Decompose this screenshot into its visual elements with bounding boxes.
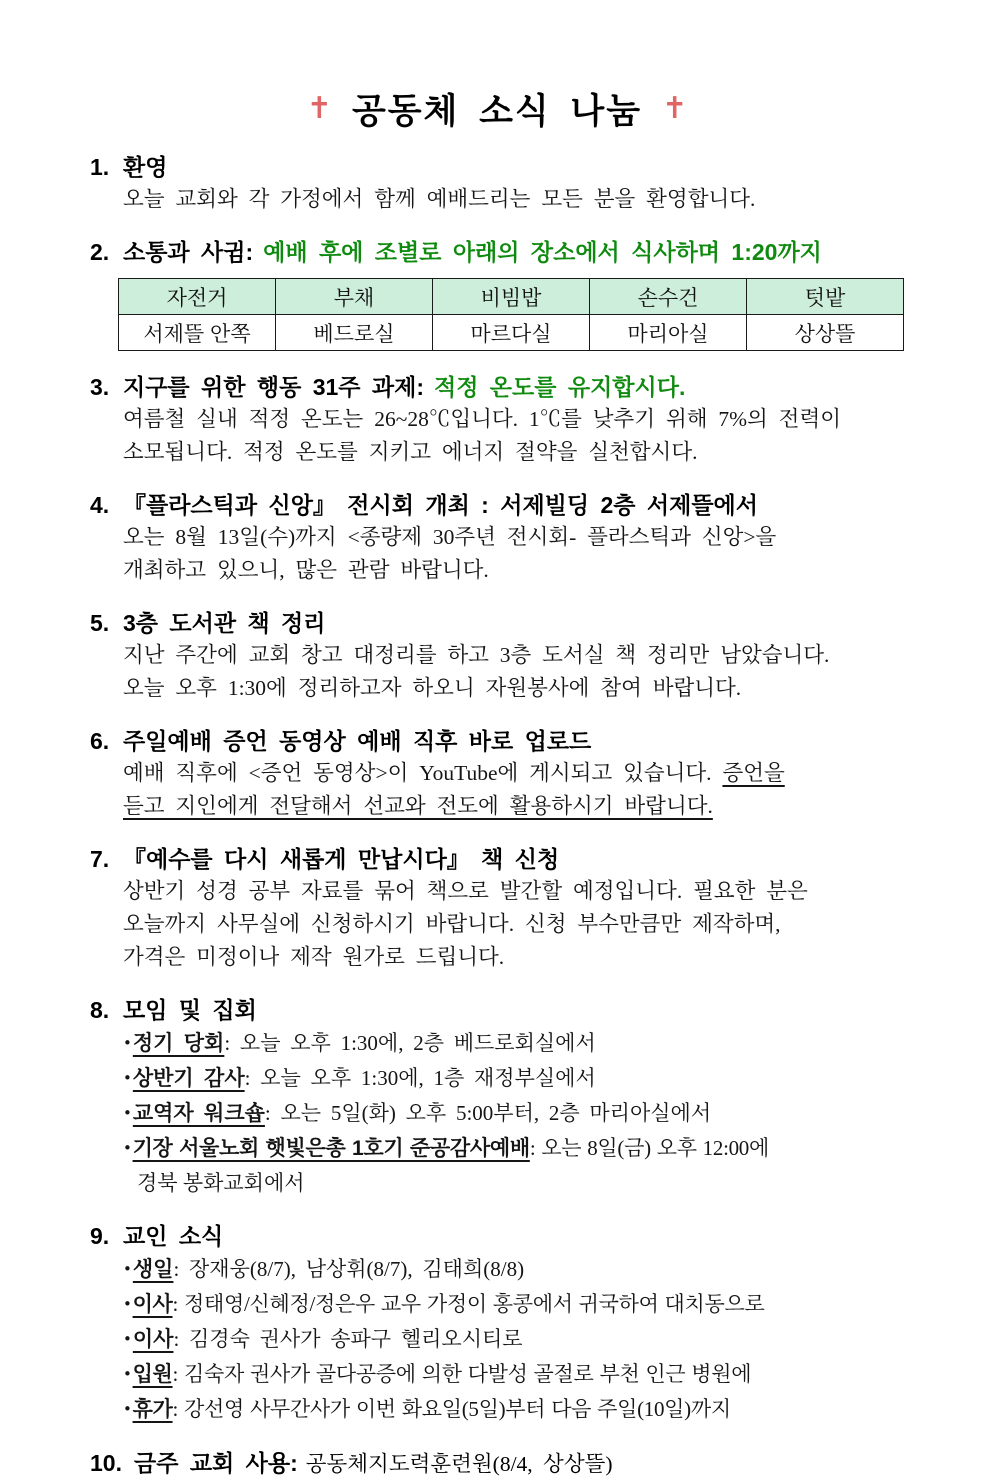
section-heading-highlight: 적정 온도를 유지합시다. [433, 374, 686, 400]
table-cell: 마리아실 [590, 315, 747, 351]
section-number: 9. [90, 1223, 110, 1249]
section-number: 3. [90, 374, 110, 400]
section-number: 7. [90, 846, 110, 872]
bullet-icon: • [123, 1400, 132, 1418]
section-heading: 교인 소식 [123, 1223, 224, 1249]
section-heading: 소통과 사귐: [123, 239, 254, 265]
cross-icon: ✝ [306, 91, 332, 126]
table-header-cell: 손수건 [590, 279, 747, 315]
table-header-cell: 자전거 [119, 279, 276, 315]
list-item: •정기 당회: 오늘 오후 1:30에, 2층 베드로회실에서 [123, 1031, 596, 1055]
table-row [119, 315, 904, 351]
section-testimony-video [90, 726, 904, 823]
list-item: •기장 서울노회 햇빛은총 1호기 준공감사예배: 오는 8일(금) 오후 12:00에 [123, 1136, 769, 1160]
section-welcome [90, 152, 904, 216]
page-title-text: 공동체 소식 나눔 [351, 92, 643, 131]
section-heading: 지구를 위한 행동 31주 과제: [123, 374, 424, 400]
section-meetings [90, 995, 904, 1200]
section-number: 8. [90, 997, 110, 1023]
body-line [123, 790, 904, 823]
underlined-text: 증언을 [722, 761, 785, 785]
list-item: •이사: 김경숙 권사가 송파구 헬리오시티로 [123, 1327, 523, 1351]
table-header-cell: 텃밭 [747, 279, 904, 315]
list-item: •상반기 감사: 오늘 오후 1:30에, 1층 재정부실에서 [123, 1066, 596, 1090]
underlined-text: 듣고 지인에게 전달해서 선교와 전도에 활용하시기 바랍니다. [123, 794, 713, 818]
cross-icon: ✝ [662, 91, 688, 126]
table-cell: 서제뜰 안쪽 [119, 315, 276, 351]
section-number: 4. [90, 492, 110, 518]
page-title [90, 84, 904, 134]
body-line: 여름철 실내 적정 온도는 26~28℃입니다. 1℃를 낮추기 위해 7%의 전력이 [123, 407, 841, 431]
bullet-icon: • [123, 1330, 132, 1348]
bullet-icon: • [123, 1295, 132, 1313]
bullet-icon: • [123, 1104, 132, 1122]
body-line: 오늘까지 사무실에 신청하시기 바랍니다. 신청 부수만큼만 제작하며, [123, 912, 781, 936]
section-heading-highlight: 예배 후에 조별로 아래의 장소에서 식사하며 1:20까지 [263, 239, 822, 265]
body-line: 가격은 미정이나 제작 원가로 드립니다. [123, 945, 505, 969]
list-item: •교역자 워크숍: 오는 5일(화) 오후 5:00부터, 2층 마리아실에서 [123, 1101, 712, 1125]
group-room-table [118, 278, 904, 351]
list-item: •생일: 장재웅(8/7), 남상휘(8/7), 김태희(8/8) [123, 1257, 525, 1281]
section-number: 6. [90, 728, 110, 754]
section-heading: 모임 및 집회 [123, 997, 257, 1023]
section-inline-body: 공동체지도력훈련원(8/4, 상상뜰) [305, 1452, 613, 1476]
body-line: 지난 주간에 교회 창고 대정리를 하고 3층 도서실 책 정리만 남았습니다. [123, 643, 830, 667]
section-number: 1. [90, 154, 110, 180]
table-header-cell: 비빔밥 [433, 279, 590, 315]
section-number: 2. [90, 239, 110, 265]
table-cell: 마르다실 [433, 315, 590, 351]
section-member-news [90, 1221, 904, 1427]
section-book-order [90, 844, 904, 974]
section-exhibition [90, 490, 904, 587]
section-number: 5. [90, 610, 110, 636]
table-cell: 상상뜰 [747, 315, 904, 351]
table-header-cell: 부채 [276, 279, 433, 315]
section-library [90, 608, 904, 705]
section-heading: 3층 도서관 책 정리 [123, 610, 326, 636]
section-heading: 금주 교회 사용: [134, 1450, 298, 1476]
section-heading: 『예수를 다시 새롭게 만납시다』 책 신청 [123, 846, 560, 872]
bullet-icon: • [123, 1139, 132, 1157]
section-number: 10. [90, 1450, 122, 1476]
list-item: •입원: 김숙자 권사가 골다공증에 의한 다발성 골절로 부천 인근 병원에 [123, 1362, 752, 1386]
bullet-icon: • [123, 1260, 132, 1278]
body-line: 오늘 오후 1:30에 정리하고자 하오니 자원봉사에 참여 바랍니다. [123, 676, 742, 700]
body-line: 상반기 성경 공부 자료를 묶어 책으로 발간할 예정입니다. 필요한 분은 [123, 879, 808, 903]
section-fellowship [90, 237, 904, 351]
body-line: 개최하고 있으니, 많은 관람 바랍니다. [123, 558, 489, 582]
bullet-icon: • [123, 1069, 132, 1087]
bullet-icon: • [123, 1365, 132, 1383]
body-line: 오는 8월 13일(수)까지 <종량제 30주년 전시회- 플라스틱과 신앙>을 [123, 525, 777, 549]
table-cell: 베드로실 [276, 315, 433, 351]
section-earth-action [90, 372, 904, 469]
body-line: 예배 직후에 <증언 동영상>이 YouTube에 게시되고 있습니다. 증언을 [123, 761, 785, 785]
section-heading: 『플라스틱과 신앙』 전시회 개최 : 서제빌딩 2층 서제뜰에서 [123, 492, 758, 518]
section-heading: 주일예배 증언 동영상 예배 직후 바로 업로드 [123, 728, 592, 754]
section-church-use [90, 1448, 904, 1480]
body-line: 오늘 교회와 각 가정에서 함께 예배드리는 모든 분을 환영합니다. [123, 187, 756, 211]
table-header-row [119, 279, 904, 315]
bullet-icon: • [123, 1034, 132, 1052]
list-item-continuation: 경북 봉화교회에서 [137, 1171, 305, 1195]
section-heading: 환영 [123, 154, 168, 180]
list-item: •이사: 정태영/신혜정/정은우 교우 가정이 홍콩에서 귀국하여 대치동으로 [123, 1292, 765, 1316]
body-line: 소모됩니다. 적정 온도를 지키고 에너지 절약을 실천합시다. [123, 440, 698, 464]
list-item: •휴가: 강선영 사무간사가 이번 화요일(5일)부터 다음 주일(10일)까지 [123, 1397, 731, 1421]
